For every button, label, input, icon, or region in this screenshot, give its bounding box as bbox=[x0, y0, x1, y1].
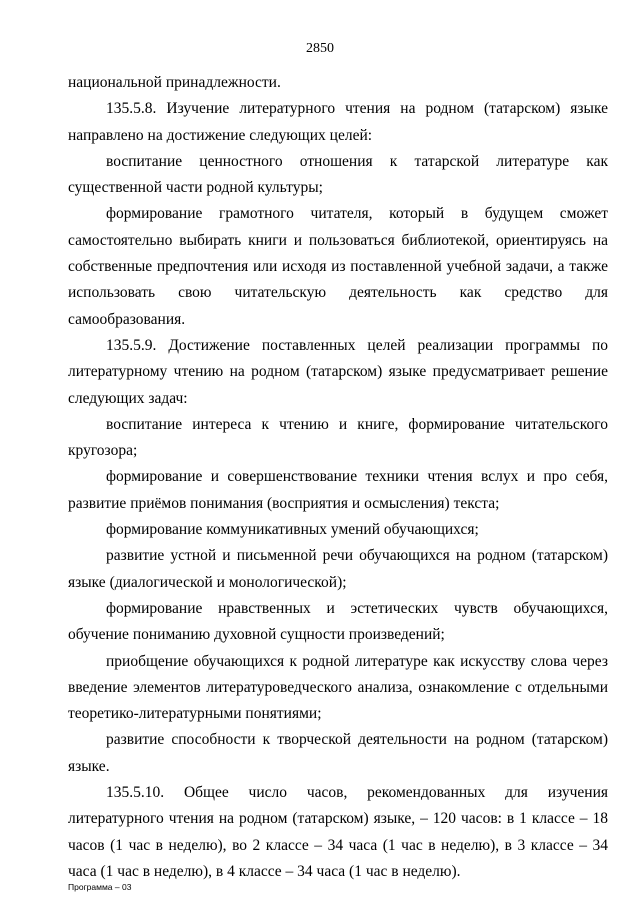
goal-value-attitude: воспитание ценностного отношения к татарской литературе как существенной части родной культуры; bbox=[68, 152, 608, 197]
task-communication-skills: формирование коммуникативных умений обучающихся; bbox=[106, 521, 479, 539]
task-creative-ability: развитие способности к творческой деятельности на родном (татарском) языке. bbox=[68, 731, 608, 775]
paragraph-135-5-9: 135.5.9. Достижение поставленных целей реализации программы по литературному чтению на родном (татарском) языке предусматривает решение следующих задач: bbox=[68, 336, 608, 407]
task-reading-interest: воспитание интереса к чтению и книге, формирование читательского кругозора; bbox=[68, 415, 608, 460]
task-speech-development: развитие устной и письменной речи обучающихся на родном (татарском) языке (диалогической и монологической); bbox=[68, 547, 608, 591]
task-literature-introduction: приобщение обучающихся к родной литературе как искусству слова через введение элементов литературоведческого анализа, ознакомление с отдельными теоретико-литературными понятиями; bbox=[68, 652, 608, 723]
paragraph-135-5-8: 135.5.8. Изучение литературного чтения на родном (татарском) языке направлено на достижение следующих целей: bbox=[68, 100, 608, 144]
page-number: 2850 bbox=[306, 41, 334, 56]
task-reading-technique: формирование и совершенствование техники чтения вслух и про себя, развитие приёмов понимания (восприятия и осмысления) текста; bbox=[68, 468, 608, 512]
document-body bbox=[68, 70, 608, 885]
paragraph-135-5-10: 135.5.10. Общее число часов, рекомендованных для изучения литературного чтения на родном (татарском) языке, – 120 часов: в 1 классе – 18 часов (1 час в неделю), во 2 классе – 34 часа (1 час в неделю), в 3 классе – 34 часа (1 час в неделю), в 4 классе – 34 часа (1 час в неделю). bbox=[68, 784, 608, 880]
task-moral-aesthetic: формирование нравственных и эстетических чувств обучающихся, обучение пониманию духовной сущности произведений; bbox=[68, 599, 608, 644]
footer-label: Программа – 03 bbox=[68, 882, 132, 892]
goal-competent-reader: формирование грамотного читателя, который в будущем сможет самостоятельно выбирать книги и пользоваться библиотекой, ориентируясь на собственные предпочтения или исходя из поставленной учебной задачи, а также использовать свою читательскую деятельность как средство для самообразования. bbox=[68, 205, 608, 328]
paragraph-continuation: национальной принадлежности. bbox=[68, 74, 281, 91]
